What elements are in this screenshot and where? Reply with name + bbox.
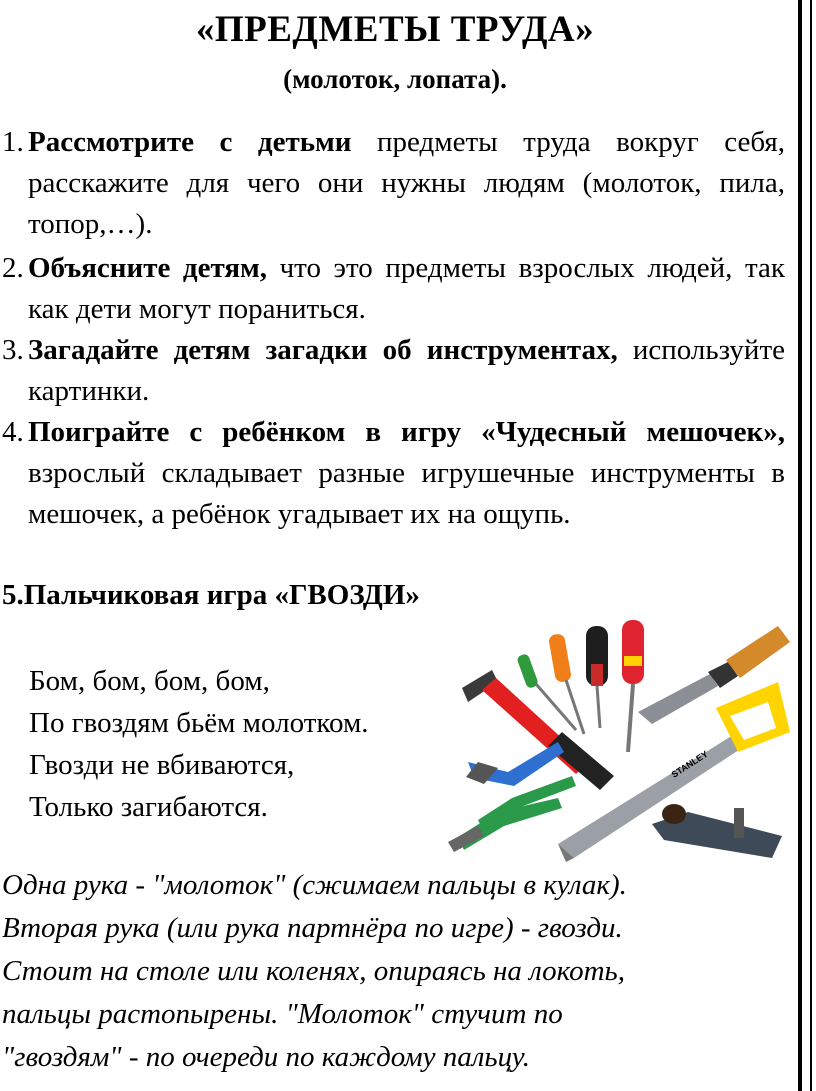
list-item-number: 4. xyxy=(2,416,24,448)
instruction-line: Стоит на столе или коленях, опираясь на локоть, xyxy=(2,955,626,987)
list-item-4 xyxy=(2,412,785,535)
instruction-line: пальцы растопырены. "Молоток" стучит по xyxy=(2,998,563,1030)
section-heading-game: 5.Пальчиковая игра «ГВОЗДИ» xyxy=(2,579,420,611)
poem-line: По гвоздям бьём молотком. xyxy=(29,707,369,739)
saw-brand-label: STANLEY xyxy=(669,748,710,780)
list-item-text: взрослый складывает разные игрушечные инструменты в мешочек, а ребёнок угадывает их на ощупь. xyxy=(28,457,785,530)
list-item-bold: Рассмотрите с детьми xyxy=(28,126,352,158)
list-item-number: 2. xyxy=(2,252,24,284)
poem-line: Бом, бом, бом, бом, xyxy=(29,665,270,697)
instruction-line: Одна рука - "молоток" (сжимаем пальцы в кулак). xyxy=(2,869,627,901)
list-item-2 xyxy=(2,248,785,330)
page-subtitle: (молоток, лопата). xyxy=(283,64,507,94)
game-instructions xyxy=(2,864,792,1079)
page-title: «ПРЕДМЕТЫ ТРУДА» xyxy=(195,9,595,50)
list-item-3 xyxy=(2,330,785,412)
poem-line: Гвозди не вбиваются, xyxy=(29,749,295,781)
list-item-1 xyxy=(2,122,785,245)
list-item-bold: Объясните детям, xyxy=(28,252,268,284)
page-border-thick xyxy=(798,0,802,1091)
instruction-line: "гвоздям" - по очереди по каждому пальцу. xyxy=(2,1041,531,1073)
list-item-number: 1. xyxy=(2,126,24,158)
list-item-text: что это предметы взрослых людей, так как дети могут пораниться. xyxy=(28,252,785,325)
poem-line: Только загибаются. xyxy=(29,791,268,823)
pliers-icon xyxy=(448,742,576,852)
list-item-number: 3. xyxy=(2,334,24,366)
poem xyxy=(29,660,369,828)
list-item-bold: Поиграйте с ребёнком в игру «Чудесный мешочек», xyxy=(28,416,785,448)
instruction-line: Вторая рука (или рука партнёра по игре) - гвозди. xyxy=(2,912,623,944)
list-item-bold: Загадайте детям загадки об инструментах, xyxy=(28,334,618,366)
tools-illustration xyxy=(438,612,794,872)
hand-plane-icon xyxy=(652,804,782,858)
list-item-text: предметы труда вокруг себя, расскажите для чего они нужны людям (молоток, пила, топор,…). xyxy=(28,126,785,240)
list-item-text: используйте картинки. xyxy=(28,334,785,407)
page-border-thin xyxy=(810,0,812,1091)
